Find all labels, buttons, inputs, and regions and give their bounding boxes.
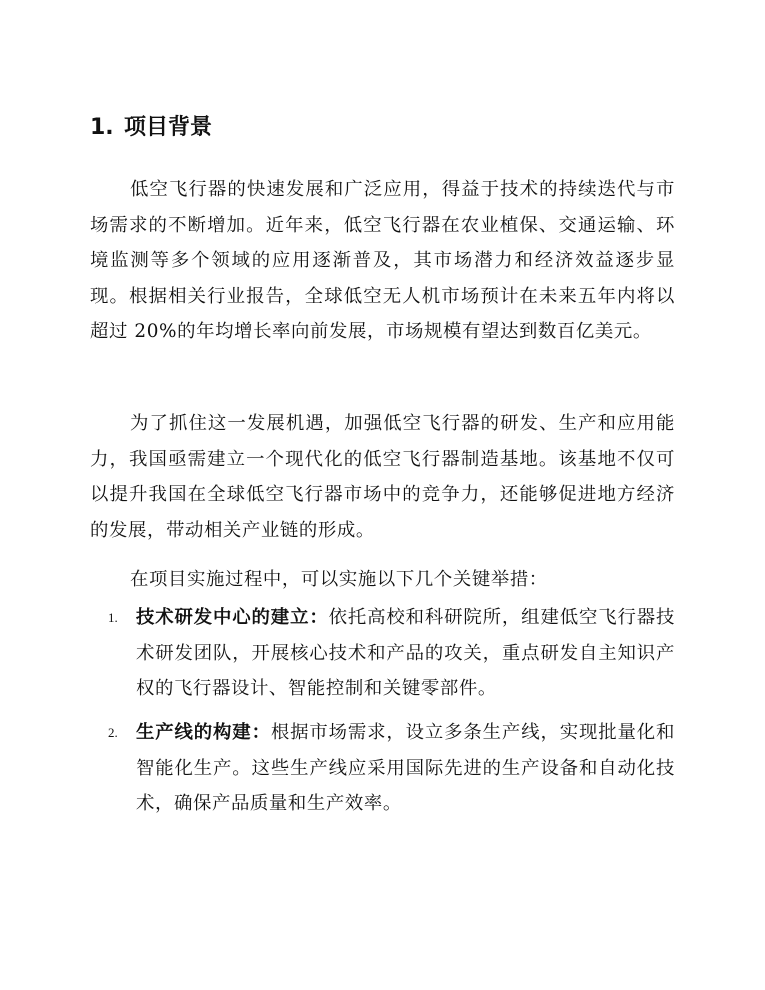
list-item-term: 技术研发中心的建立 xyxy=(136,607,310,628)
paragraph-measures-intro: 在项目实施过程中，可以实施以下几个关键举措： xyxy=(130,569,548,590)
section-title: 项目背景 xyxy=(124,115,213,140)
section-heading xyxy=(90,113,212,143)
list-item xyxy=(108,715,675,822)
section-number: 1. xyxy=(90,115,114,140)
list-item-body xyxy=(136,600,675,707)
list-item-text: 依托高校和科研院所，组建低空飞行器技术研发团队，开展核心技术和产品的攻关，重点研发自主知识产权的飞行器设计、智能控制和关键零部件。 xyxy=(136,607,675,699)
list-item-term: 生产线的构建 xyxy=(136,722,252,743)
paragraph-opportunity: 为了抓住这一发展机遇，加强低空飞行器的研发、生产和应用能力，我国亟需建立一个现代化的低空飞行器制造基地。该基地不仅可以提升我国在全球低空飞行器市场中的竞争力，还能够促进地方经济的发展，带动相关产业链的形成。 xyxy=(90,413,675,541)
list-item xyxy=(108,600,675,707)
list-marker: 2. xyxy=(108,725,118,740)
list-marker: 1. xyxy=(108,610,118,625)
list-item-separator: ： xyxy=(251,722,271,743)
list-item-text: 根据市场需求，设立多条生产线，实现批量化和智能化生产。这些生产线应采用国际先进的生产设备和自动化技术，确保产品质量和生产效率。 xyxy=(136,722,675,814)
paragraph-background: 低空飞行器的快速发展和广泛应用，得益于技术的持续迭代与市场需求的不断增加。近年来，低空飞行器在农业植保、交通运输、环境监测等多个领域的应用逐渐普及，其市场潜力和经济效益逐步显现。根据相关行业报告，全球低空无人机市场预计在未来五年内将以超过 20%的年均增长率向前发展，市场规模有望达到数百亿美元。 xyxy=(90,179,675,342)
list-item-body xyxy=(136,715,675,822)
list-item-separator: ： xyxy=(309,607,329,628)
